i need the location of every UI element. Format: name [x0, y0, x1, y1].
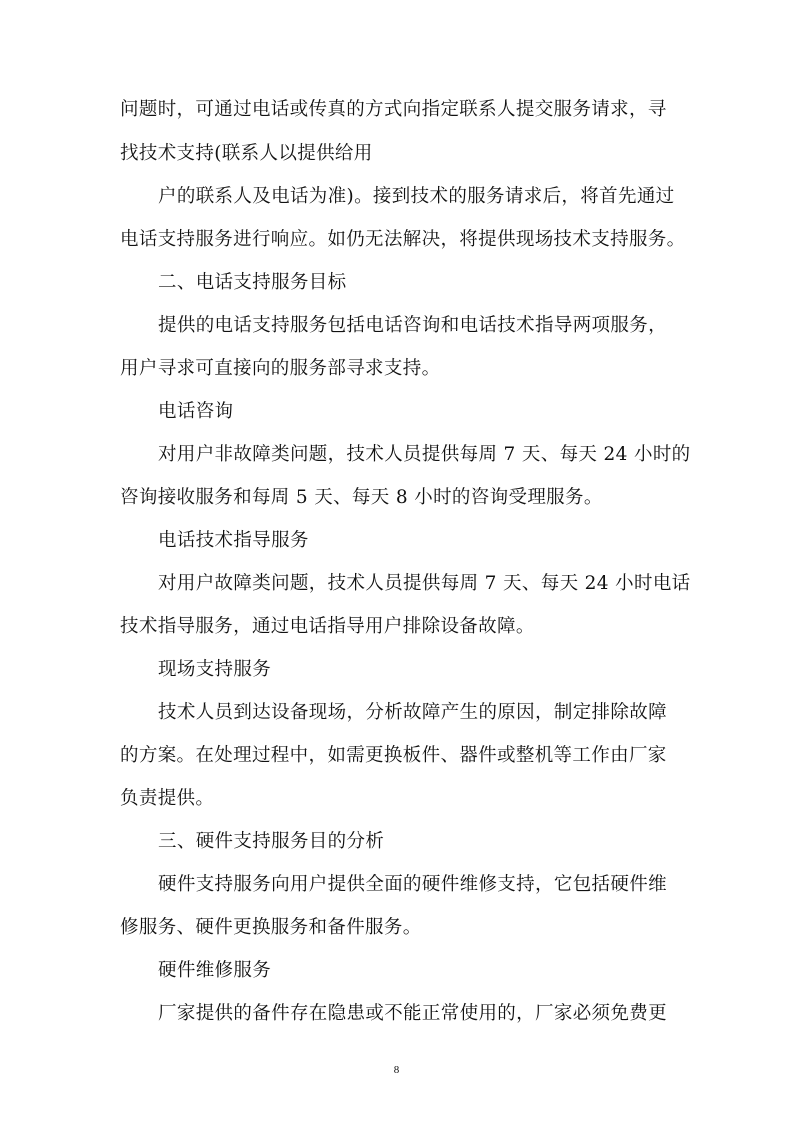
text-line: 技术人员到达设备现场，分析故障产生的原因，制定排除故障	[158, 702, 667, 723]
text-line: 负责提供。	[120, 788, 215, 809]
section-heading: 二、电话支持服务目标	[158, 272, 347, 293]
subheading: 现场支持服务	[158, 659, 272, 680]
text-line: 对用户故障类问题，技术人员提供每周 7 天、每天 24 小时电话	[158, 573, 691, 594]
text-line: 户的联系人及电话为准)。接到技术的服务请求后，将首先通过	[158, 186, 675, 207]
text-line: 电话支持服务进行响应。如仍无法解决，将提供现场技术支持服务。	[120, 229, 686, 250]
text-line: 技术指导服务，通过电话指导用户排除设备故障。	[120, 616, 535, 637]
text-line: 找技术支持(联系人以提供给用	[120, 143, 373, 164]
text-line: 修服务、硬件更换服务和备件服务。	[120, 917, 422, 938]
text-line: 用户寻求可直接向的服务部寻求支持。	[120, 358, 441, 379]
text-line: 的方案。在处理过程中，如需更换板件、器件或整机等工作由厂家	[120, 745, 667, 766]
text-line: 厂家提供的备件存在隐患或不能正常使用的，厂家必须免费更	[158, 1003, 667, 1024]
page-number: 8	[393, 1064, 400, 1076]
text-line: 提供的电话支持服务包括电话咨询和电话技术指导两项服务，	[158, 315, 667, 336]
text-line: 硬件支持服务向用户提供全面的硬件维修支持，它包括硬件维	[158, 874, 667, 895]
subheading: 硬件维修服务	[158, 960, 272, 981]
text-line: 咨询接收服务和每周 5 天、每天 8 小时的咨询受理服务。	[120, 487, 603, 508]
subheading: 电话咨询	[158, 401, 234, 422]
text-line: 对用户非故障类问题，技术人员提供每周 7 天、每天 24 小时的	[158, 444, 691, 465]
subheading: 电话技术指导服务	[158, 530, 309, 551]
text-line: 问题时，可通过电话或传真的方式向指定联系人提交服务请求，寻	[120, 99, 667, 120]
section-heading: 三、硬件支持服务目的分析	[158, 831, 385, 852]
